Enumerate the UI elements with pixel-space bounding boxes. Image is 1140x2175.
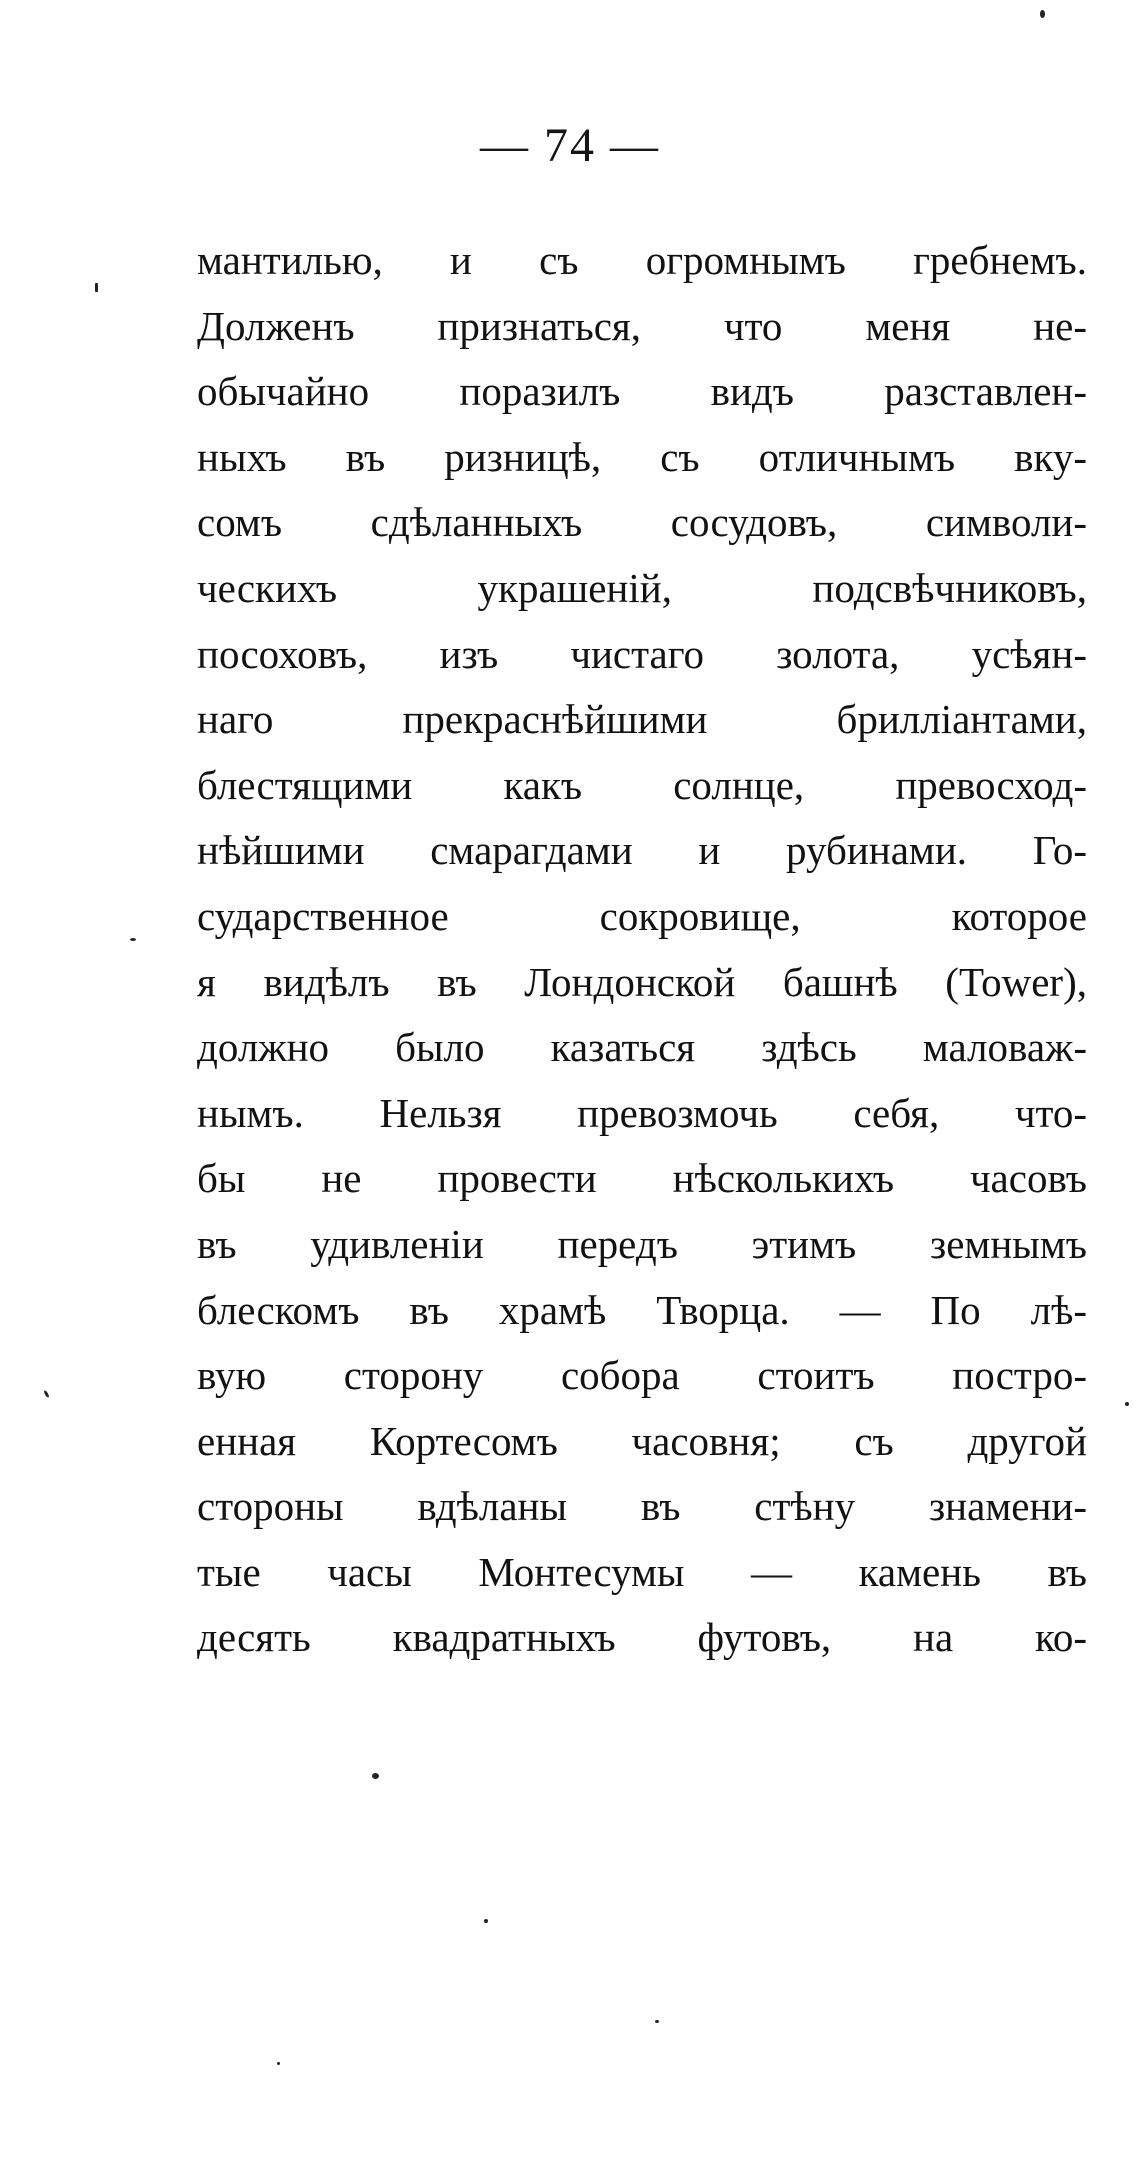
text-line: блестящими какъ солнце, превосход-: [197, 761, 1087, 808]
text-line: посоховъ, изъ чистаго золота, усѣян-: [197, 630, 1087, 677]
text-line: вую сторону собора стоитъ постро-: [197, 1352, 1087, 1399]
scan-speck: [1125, 1402, 1129, 1406]
text-line: Долженъ признаться, что меня не-: [197, 302, 1087, 349]
text-line: десять квадратныхъ футовъ, на ко-: [197, 1614, 1087, 1661]
scan-speck: [277, 2062, 280, 2065]
text-line: тые часы Монтесумы — камень въ: [197, 1548, 1087, 1595]
text-line: блескомъ въ храмѣ Творца. — По лѣ-: [197, 1286, 1087, 1333]
text-line: стороны вдѣланы въ стѣну знамени-: [197, 1483, 1087, 1530]
text-line: ческихъ украшеній, подсвѣчниковъ,: [197, 564, 1087, 611]
text-line: ныхъ въ ризницѣ, съ отличнымъ вку-: [197, 433, 1087, 480]
text-line: сомъ сдѣланныхъ сосудовъ, символи-: [197, 499, 1087, 546]
scan-speck: [655, 2020, 659, 2023]
text-line: енная Кортесомъ часовня; съ другой: [197, 1417, 1087, 1464]
text-line: сударственное сокровище, которое: [197, 892, 1087, 939]
page-number: — 74 —: [480, 119, 660, 172]
text-line: должно было казаться здѣсь маловаж-: [197, 1024, 1087, 1071]
scan-speck: [484, 1919, 488, 1923]
text-line: мантилью, и съ огромнымъ гребнемъ.: [197, 237, 1087, 283]
text-line: въ удивленiи передъ этимъ земнымъ: [197, 1220, 1087, 1267]
scan-speck: [372, 1773, 379, 1779]
text-line: наго прекраснѣйшими бриллiантами,: [197, 696, 1087, 743]
text-line: обычайно поразилъ видъ разставлен-: [197, 368, 1087, 415]
text-line: нѣйшими смарагдами и рубинами. Го-: [197, 827, 1087, 874]
scan-speck: [1040, 10, 1045, 18]
text-line: я видѣлъ въ Лондонской башнѣ (Tower),: [197, 958, 1087, 1005]
text-line: нымъ. Нельзя превозмочь себя, что-: [197, 1089, 1087, 1136]
text-line: бы не провести нѣсколькихъ часовъ: [197, 1155, 1087, 1202]
body-text: [197, 228, 1087, 1671]
scan-speck: [130, 938, 136, 941]
scan-speck: [43, 1390, 50, 1398]
scan-speck: [95, 283, 98, 292]
